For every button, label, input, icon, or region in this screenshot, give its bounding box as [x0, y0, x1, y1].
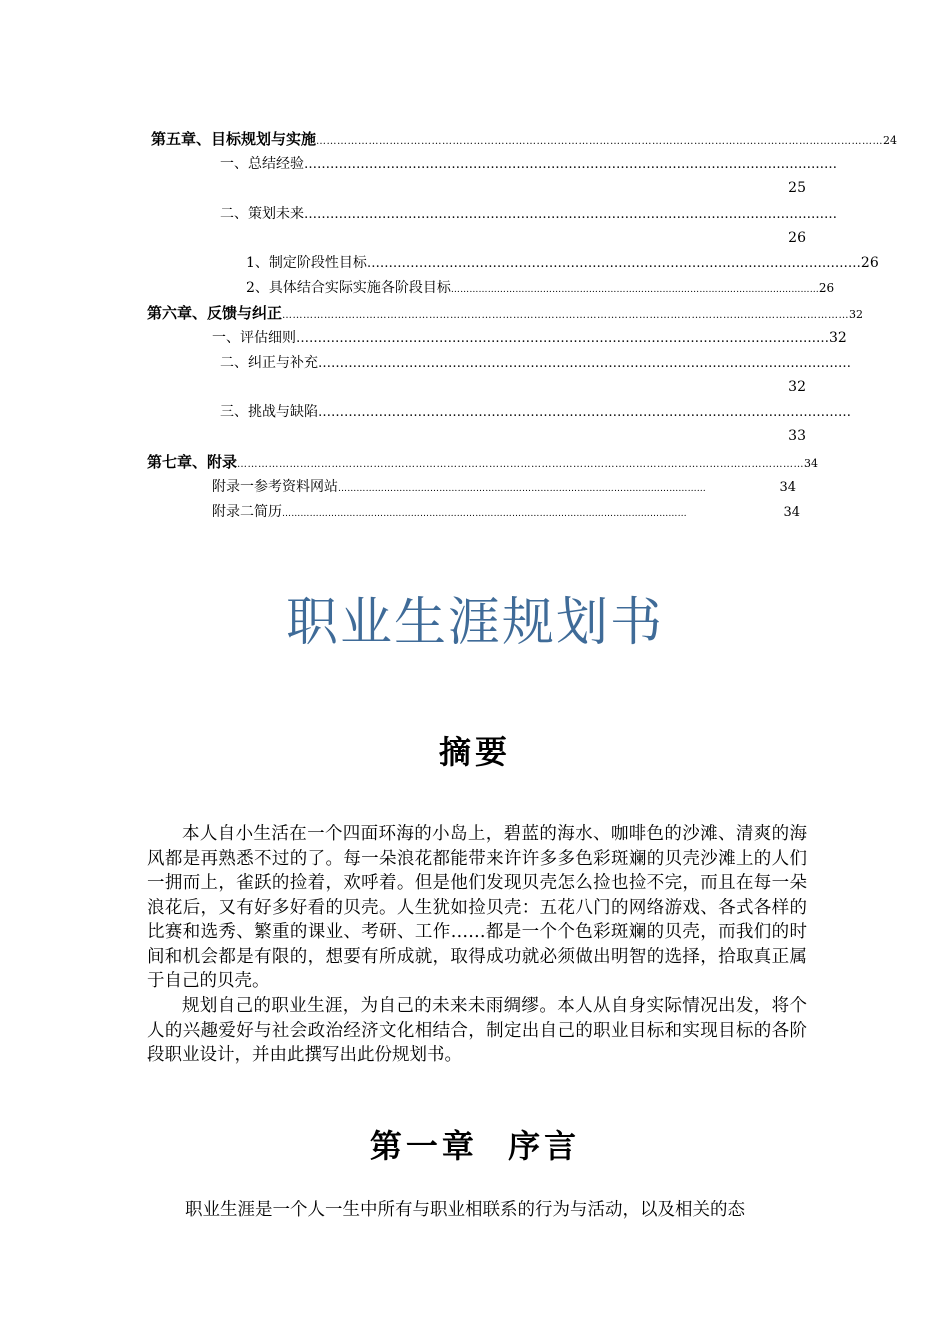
toc-page: 26 — [818, 281, 835, 295]
toc-leader: ……………………………………………………………………………………………………………………………………………… — [282, 310, 850, 321]
toc-title: 第七章、附录 — [147, 453, 238, 471]
toc-title: 三、挑战与缺陷 — [220, 404, 318, 420]
toc-leader: ………………………………………………………………………………………………………… — [450, 285, 819, 295]
toc-page: 32 — [829, 330, 847, 346]
toc-page: 26 — [788, 230, 806, 246]
toc-entry-ch5-s2-2[interactable] — [246, 279, 835, 299]
toc-title: 一、评估细则 — [212, 330, 296, 346]
toc-leader: …………………………………………………………………………………………………………… — [318, 356, 851, 371]
toc-page: 33 — [788, 428, 806, 444]
toc-leader: …………………………………………………………………………………………………………………… — [282, 509, 687, 519]
toc-entry-ch7-a2[interactable] — [212, 503, 800, 523]
toc-leader: ……………………………………………………………………………………………………………………………………………… — [316, 136, 884, 147]
toc-page: 32 — [849, 308, 864, 321]
toc-page: 34 — [804, 457, 819, 470]
abstract-heading: 摘要 — [438, 733, 511, 771]
toc-entry-ch5-s2-1[interactable] — [246, 254, 879, 274]
chapter1-paragraph: 职业生涯是一个人一生中所有与职业相联系的行为与活动，以及相关的态 — [185, 1200, 745, 1220]
toc-leader: ……………………………………………………………………………………………………………………………………………… — [237, 459, 805, 470]
toc-title: 二、策划未来 — [220, 206, 304, 222]
toc-entry-ch5[interactable] — [151, 130, 898, 150]
toc-entry-ch7[interactable] — [147, 453, 819, 473]
toc-title: 附录二简历 — [212, 504, 282, 520]
toc-entry-ch7-a1[interactable] — [212, 478, 796, 498]
toc-title: 一、总结经验 — [220, 156, 304, 172]
toc-leader: ………………………………………………………………………………………………………… — [338, 484, 706, 494]
toc-title: 第六章、反馈与纠正 — [147, 304, 283, 322]
toc-entry-ch6-s3[interactable] — [220, 403, 851, 423]
toc-entry-ch6[interactable] — [147, 304, 864, 324]
toc-entry-ch6-s1[interactable] — [212, 329, 847, 349]
toc-entry-ch5-s1[interactable] — [220, 155, 837, 175]
toc-entry-ch5-s2[interactable] — [220, 205, 837, 225]
abstract-paragraph-1: 本人自小生活在一个四面环海的小岛上，碧蓝的海水、咖啡色的沙滩、清爽的海风都是再熟悉不过的了。每一朵浪花都能带来许许多多色彩斑斓的贝壳沙滩上的人们一拥而上，雀跃的捡着，欢呼着。但是他们发现贝壳怎么捡也捡不完，而且在每一朵浪花后，又有好多好看的贝壳。人生犹如捡贝壳：五花八门的网络游戏、各式各样的比赛和选秀、繁重的课业、考研、工作……都是一个个色彩斑斓的贝壳，而我们的时间和机会都是有限的，想要有所成就，取得成功就必须做出明智的选择，拾取真正属于自己的贝壳。 — [147, 824, 807, 991]
toc-title: 第五章、目标规划与实施 — [151, 130, 317, 148]
toc-page: 34 — [779, 480, 796, 495]
toc-title: 二、纠正与补充 — [220, 355, 318, 371]
toc-title: 附录一参考资料网站 — [212, 479, 338, 495]
toc-leader: …………………………………………………………………………………………………………… — [304, 157, 837, 172]
toc-page: 34 — [783, 505, 800, 520]
toc-page: 25 — [788, 180, 806, 196]
toc-leader: …………………………………………………………………………………………………… — [366, 256, 861, 271]
document-title: 职业生涯规划书 — [285, 593, 664, 653]
toc-page: 26 — [860, 255, 879, 271]
toc-leader: …………………………………………………………………………………………………………… — [304, 207, 837, 222]
chapter1-heading: 第一章 序言 — [369, 1127, 581, 1165]
toc-entry-ch6-s2[interactable] — [220, 354, 851, 374]
abstract-paragraph-2: 规划自己的职业生涯，为自己的未来未雨绸缪。本人从自身实际情况出发，将个人的兴趣爱好与社会政治经济文化相结合，制定出自己的职业目标和实现目标的各阶段职业设计，并由此撰写出此份规划书。 — [147, 996, 807, 1065]
toc-title: 1、制定阶段性目标 — [246, 255, 367, 271]
toc-page: 32 — [788, 379, 806, 395]
toc-title: 2、具体结合实际实施各阶段目标 — [246, 280, 451, 296]
toc-leader: …………………………………………………………………………………………………………… — [296, 331, 829, 346]
toc-leader: …………………………………………………………………………………………………………… — [318, 405, 851, 420]
toc-page: 24 — [883, 134, 898, 147]
